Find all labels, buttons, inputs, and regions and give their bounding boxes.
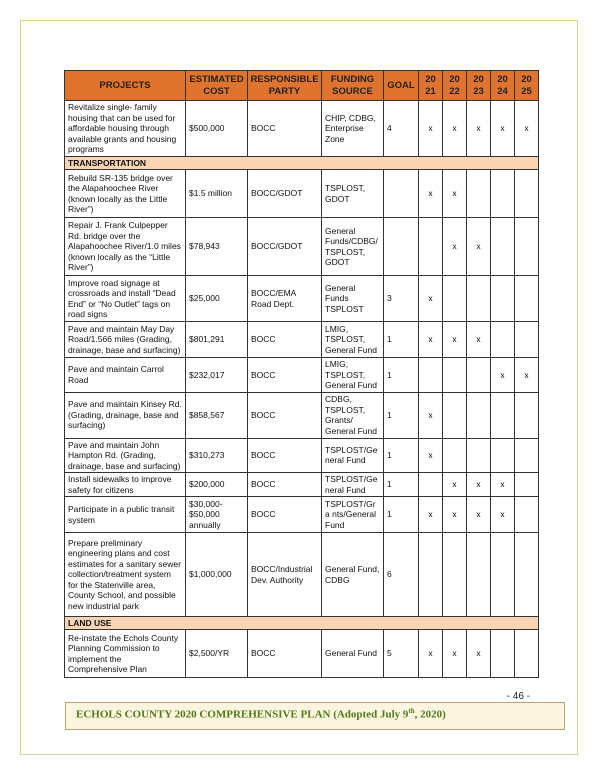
project-cell: Re-instate the Echols County Planning Commission to implement the Comprehensive Plan [65, 630, 186, 678]
year-mark-cell: x [443, 218, 467, 276]
header-projects: PROJECTS [65, 71, 186, 101]
year-mark-cell [515, 276, 539, 322]
table-row [65, 473, 539, 497]
party-cell: BOCC [248, 497, 322, 533]
year-mark-cell [467, 438, 491, 473]
table-row [65, 276, 539, 322]
funding-cell: TSPLOST/Ge neral Fund [322, 473, 384, 497]
cost-cell: $1.5 million [186, 170, 248, 218]
goal-cell: 1 [384, 358, 419, 393]
year-mark-cell: x [419, 392, 443, 438]
funding-cell: CDBG, TSPLOST, Grants/ General Fund [322, 392, 384, 438]
year-mark-cell: x [491, 473, 515, 497]
year-mark-cell: x [419, 630, 443, 678]
year-mark-cell: x [491, 101, 515, 157]
project-cell: Revitalize single- family housing that can be used for affordable housing through available grants and housing programs [65, 101, 186, 157]
goal-cell: 1 [384, 392, 419, 438]
project-cell: Improve road signage at crossroads and install “Dead End” or “No Outlet” tags on road signs [65, 276, 186, 322]
year-mark-cell: x [467, 473, 491, 497]
year-mark-cell: x [467, 218, 491, 276]
year-mark-cell [515, 497, 539, 533]
year-mark-cell [515, 218, 539, 276]
section-heading: LAND USE [65, 617, 539, 630]
footer-title: ECHOLS COUNTY 2020 COMPREHENSIVE PLAN (Adopted July 9th, 2020) [76, 707, 446, 721]
year-mark-cell [491, 630, 515, 678]
year-mark-cell [515, 630, 539, 678]
project-cell: Pave and maintain John Hampton Rd. (Grading, drainage, base and surfacing) [65, 438, 186, 473]
project-cell: Pave and maintain Kinsey Rd. (Grading, drainage, base and surfacing) [65, 392, 186, 438]
year-mark-cell: x [443, 497, 467, 533]
header-funding-source: FUNDING SOURCE [322, 71, 384, 101]
year-mark-cell [419, 218, 443, 276]
year-mark-cell [491, 322, 515, 358]
header-year-2025: 20 25 [515, 71, 539, 101]
goal-cell: 1 [384, 438, 419, 473]
project-cell: Pave and maintain Carrol Road [65, 358, 186, 393]
year-mark-cell [467, 276, 491, 322]
header-responsible-party: RESPONSIBLE PARTY [248, 71, 322, 101]
table-row [65, 358, 539, 393]
party-cell: BOCC [248, 322, 322, 358]
goal-cell: 6 [384, 533, 419, 617]
cost-cell: $78,943 [186, 218, 248, 276]
year-mark-cell: x [443, 630, 467, 678]
year-mark-cell: x [419, 101, 443, 157]
year-mark-cell [467, 170, 491, 218]
year-mark-cell: x [419, 322, 443, 358]
year-mark-cell [443, 438, 467, 473]
table-row [65, 101, 539, 157]
year-mark-cell [515, 392, 539, 438]
year-mark-cell: x [467, 322, 491, 358]
year-mark-cell [443, 392, 467, 438]
party-cell: BOCC [248, 392, 322, 438]
table-row [65, 630, 539, 678]
year-mark-cell [419, 533, 443, 617]
cost-cell: $2,500/YR [186, 630, 248, 678]
funding-cell: TSPLOST/Gra nts/General Fund [322, 497, 384, 533]
header-estimated-cost: ESTIMATED COST [186, 71, 248, 101]
section-row-transportation [65, 157, 539, 170]
header-year-2022: 20 22 [443, 71, 467, 101]
year-mark-cell [491, 438, 515, 473]
party-cell: BOCC/EMA Road Dept. [248, 276, 322, 322]
year-mark-cell: x [467, 630, 491, 678]
cost-cell: $25,000 [186, 276, 248, 322]
goal-cell: 3 [384, 276, 419, 322]
year-mark-cell [515, 170, 539, 218]
year-mark-cell [491, 392, 515, 438]
year-mark-cell: x [467, 101, 491, 157]
goal-cell: 5 [384, 630, 419, 678]
funding-cell: General Funds TSPLOST [322, 276, 384, 322]
year-mark-cell: x [419, 497, 443, 533]
funding-cell: General Fund [322, 630, 384, 678]
cost-cell: $232,017 [186, 358, 248, 393]
cost-cell: $858,567 [186, 392, 248, 438]
year-mark-cell [419, 473, 443, 497]
goal-cell [384, 218, 419, 276]
year-mark-cell [443, 533, 467, 617]
project-cell: Rebuild SR-135 bridge over the Alapahoochee River (known locally as the Little River”) [65, 170, 186, 218]
year-mark-cell: x [491, 497, 515, 533]
table-row [65, 392, 539, 438]
year-mark-cell: x [491, 358, 515, 393]
year-mark-cell [491, 218, 515, 276]
year-mark-cell [467, 392, 491, 438]
cost-cell: $200,000 [186, 473, 248, 497]
year-mark-cell [491, 276, 515, 322]
party-cell: BOCC [248, 438, 322, 473]
funding-cell: General Funds/CDBG/ TSPLOST, GDOT [322, 218, 384, 276]
goal-cell: 1 [384, 497, 419, 533]
year-mark-cell: x [467, 497, 491, 533]
table-row [65, 497, 539, 533]
table-row [65, 170, 539, 218]
funding-cell: LMIG, TSPLOST, General Fund [322, 358, 384, 393]
year-mark-cell [467, 358, 491, 393]
year-mark-cell [515, 438, 539, 473]
header-year-2021: 20 21 [419, 71, 443, 101]
page-number: - 46 - [506, 691, 530, 702]
year-mark-cell [467, 533, 491, 617]
year-mark-cell: x [515, 101, 539, 157]
funding-cell: TSPLOST/Ge neral Fund [322, 438, 384, 473]
year-mark-cell [491, 170, 515, 218]
party-cell: BOCC/Industrial Dev. Authority [248, 533, 322, 617]
year-mark-cell [515, 322, 539, 358]
goal-cell: 4 [384, 101, 419, 157]
funding-cell: TSPLOST, GDOT [322, 170, 384, 218]
year-mark-cell: x [419, 438, 443, 473]
year-mark-cell: x [443, 170, 467, 218]
cost-cell: $30,000- $50,000 annually [186, 497, 248, 533]
section-row-land-use [65, 617, 539, 630]
project-cell: Prepare preliminary engineering plans and cost estimates for a sanitary sewer collection/treatment system for the Statenville area, County School, and possible new industrial park [65, 533, 186, 617]
goal-cell: 1 [384, 473, 419, 497]
cost-cell: $1,000,000 [186, 533, 248, 617]
cost-cell: $500,000 [186, 101, 248, 157]
cost-cell: $801,291 [186, 322, 248, 358]
year-mark-cell: x [419, 170, 443, 218]
project-cell: Pave and maintain May Day Road/1.566 miles (Grading, drainage, base and surfacing) [65, 322, 186, 358]
year-mark-cell [491, 533, 515, 617]
party-cell: BOCC/GDOT [248, 218, 322, 276]
table-row [65, 438, 539, 473]
header-goal: GOAL [384, 71, 419, 101]
year-mark-cell: x [443, 101, 467, 157]
goal-cell: 1 [384, 322, 419, 358]
footer-banner [65, 702, 565, 730]
header-year-2024: 20 24 [491, 71, 515, 101]
party-cell: BOCC [248, 630, 322, 678]
funding-cell: CHIP, CDBG, Enterprise Zone [322, 101, 384, 157]
year-mark-cell: x [443, 473, 467, 497]
funding-cell: LMIG, TSPLOST, General Fund [322, 322, 384, 358]
party-cell: BOCC [248, 358, 322, 393]
implementation-table [64, 70, 539, 678]
year-mark-cell [515, 533, 539, 617]
header-year-2023: 20 23 [467, 71, 491, 101]
section-heading: TRANSPORTATION [65, 157, 539, 170]
party-cell: BOCC/GDOT [248, 170, 322, 218]
goal-cell [384, 170, 419, 218]
cost-cell: $310,273 [186, 438, 248, 473]
table-row [65, 533, 539, 617]
project-cell: Repair J. Frank Culpepper Rd. bridge over the Alapahoochee River/1.0 miles (known locally as the “Little River”) [65, 218, 186, 276]
year-mark-cell [419, 358, 443, 393]
year-mark-cell [443, 358, 467, 393]
table-row [65, 322, 539, 358]
year-mark-cell: x [443, 322, 467, 358]
table-row [65, 218, 539, 276]
party-cell: BOCC [248, 473, 322, 497]
year-mark-cell: x [419, 276, 443, 322]
year-mark-cell [515, 473, 539, 497]
funding-cell: General Fund, CDBG [322, 533, 384, 617]
year-mark-cell: x [515, 358, 539, 393]
project-cell: Install sidewalks to improve safety for citizens [65, 473, 186, 497]
party-cell: BOCC [248, 101, 322, 157]
project-cell: Participate in a public transit system [65, 497, 186, 533]
year-mark-cell [443, 276, 467, 322]
